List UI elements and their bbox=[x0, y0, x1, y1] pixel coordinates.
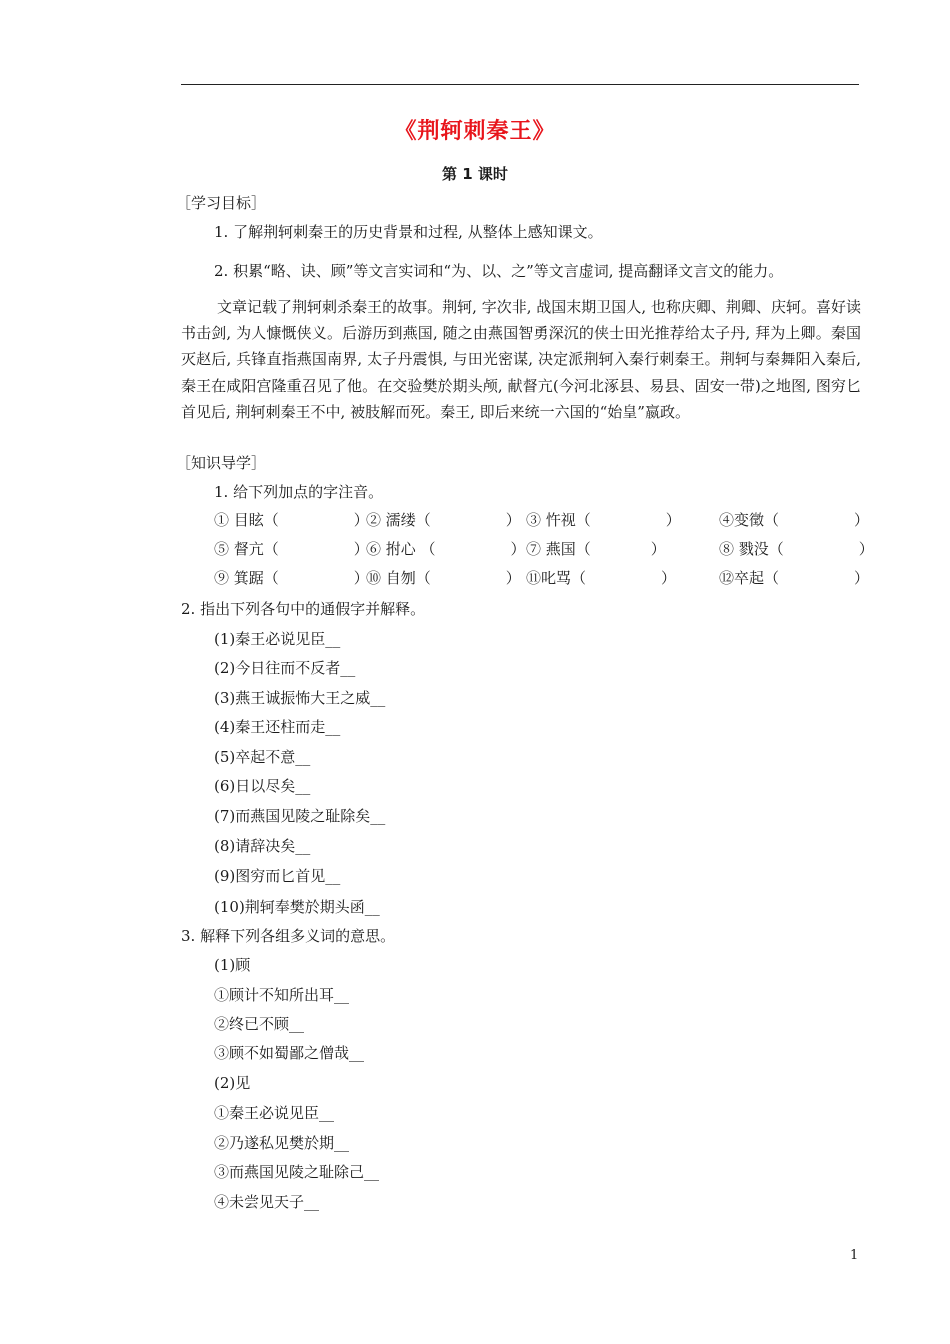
tongjia-item: (9)图穷而匕首见__ bbox=[214, 867, 341, 885]
tongjia-item: (5)卒起不意__ bbox=[214, 748, 311, 766]
pinyin-blank[interactable]: ⑤ 督亢（ ） bbox=[214, 540, 369, 558]
pinyin-blank[interactable]: ⑦ 燕国（ ） bbox=[526, 540, 666, 558]
polysemy-item: ③顾不如蜀鄙之僧哉__ bbox=[214, 1044, 365, 1062]
pinyin-blank[interactable]: ⑪叱骂（ ） bbox=[526, 569, 677, 587]
tongjia-item: (2)今日往而不反者__ bbox=[214, 659, 356, 677]
learning-goals-heading: ［学习目标］ bbox=[176, 194, 267, 212]
pinyin-blank[interactable]: ④变徵（ ） bbox=[719, 511, 870, 529]
pinyin-blank[interactable]: ③ 忤视（ ） bbox=[526, 511, 681, 529]
polysemy-item: ④未尝见天子__ bbox=[214, 1193, 320, 1211]
page-number: 1 bbox=[850, 1248, 859, 1263]
pinyin-blank[interactable]: ① 目眩（ ） bbox=[214, 511, 369, 529]
question-2-prompt: 2. 指出下列各句中的通假字并解释。 bbox=[181, 600, 426, 618]
pinyin-blank[interactable]: ② 濡缕（ ） bbox=[366, 511, 521, 529]
polysemy-item: ②乃遂私见樊於期__ bbox=[214, 1134, 350, 1152]
header-rule bbox=[181, 84, 859, 85]
question-3-prompt: 3. 解释下列各组多义词的意思。 bbox=[181, 927, 396, 945]
tongjia-item: (3)燕王诚振怖大王之威__ bbox=[214, 689, 386, 707]
page-title: 《荆轲刺秦王》 bbox=[394, 119, 556, 144]
intro-paragraph: 文章记载了荆轲刺杀秦王的故事。荆轲, 字次非, 战国末期卫国人, 也称庆卿、荆卿、庆轲。喜好读书击剑, 为人慷慨侠义。后游历到燕国, 随之由燕国智勇深沉的侠士田光推荐给太子丹, 拜为上卿。秦国灭赵后, 兵锋直指燕国南界, 太子丹震惧, 与田光密谋, 决定派荆轲入秦行刺秦王。荆轲与秦舞阳入秦后, 秦王在咸阳宫隆重召见了他。在交验樊於期头颅, 献督亢(今河北涿县、易县、固安一带)之地图, 图穷匕首见后, 荆轲刺秦王不中, 被肢解而死。秦王, 即后来统一六国的“始皇”嬴政。 bbox=[181, 298, 861, 421]
tongjia-item: (4)秦王还柱而走__ bbox=[214, 718, 341, 736]
pinyin-blank[interactable]: ⑨ 箕踞（ ） bbox=[214, 569, 369, 587]
polysemy-item: ③而燕国见陵之耻除己__ bbox=[214, 1163, 380, 1181]
pinyin-blank[interactable]: ⑩ 自刎（ ） bbox=[366, 569, 521, 587]
polysemy-item: ①顾计不知所出耳__ bbox=[214, 986, 350, 1004]
polysemy-group-label: (1)顾 bbox=[214, 956, 251, 974]
pinyin-blank[interactable]: ⑫卒起（ ） bbox=[719, 569, 870, 587]
lesson-subtitle: 第 1 课时 bbox=[442, 165, 508, 183]
polysemy-item: ②终已不顾__ bbox=[214, 1015, 305, 1033]
tongjia-item: (1)秦王必说见臣__ bbox=[214, 630, 341, 648]
goal-item: 1. 了解荆轲刺秦王的历史背景和过程, 从整体上感知课文。 bbox=[214, 223, 603, 241]
polysemy-group-label: (2)见 bbox=[214, 1074, 251, 1092]
polysemy-item: ①秦王必说见臣__ bbox=[214, 1104, 335, 1122]
question-1-prompt: 1. 给下列加点的字注音。 bbox=[214, 483, 384, 501]
tongjia-item: (7)而燕国见陵之耻除矣__ bbox=[214, 807, 386, 825]
pinyin-blank[interactable]: ⑧ 戮没（ ） bbox=[719, 540, 874, 558]
goal-item: 2. 积累“略、诀、顾”等文言实词和“为、以、之”等文言虚词, 提高翻译文言文的能力。 bbox=[214, 262, 784, 280]
tongjia-item: (8)请辞决矣__ bbox=[214, 837, 311, 855]
knowledge-guide-heading: ［知识导学］ bbox=[176, 454, 267, 472]
tongjia-item: (6)日以尽矣__ bbox=[214, 777, 311, 795]
tongjia-item: (10)荆轲奉樊於期头函__ bbox=[214, 898, 380, 916]
pinyin-blank[interactable]: ⑥ 拊心 （ ） bbox=[366, 540, 526, 558]
